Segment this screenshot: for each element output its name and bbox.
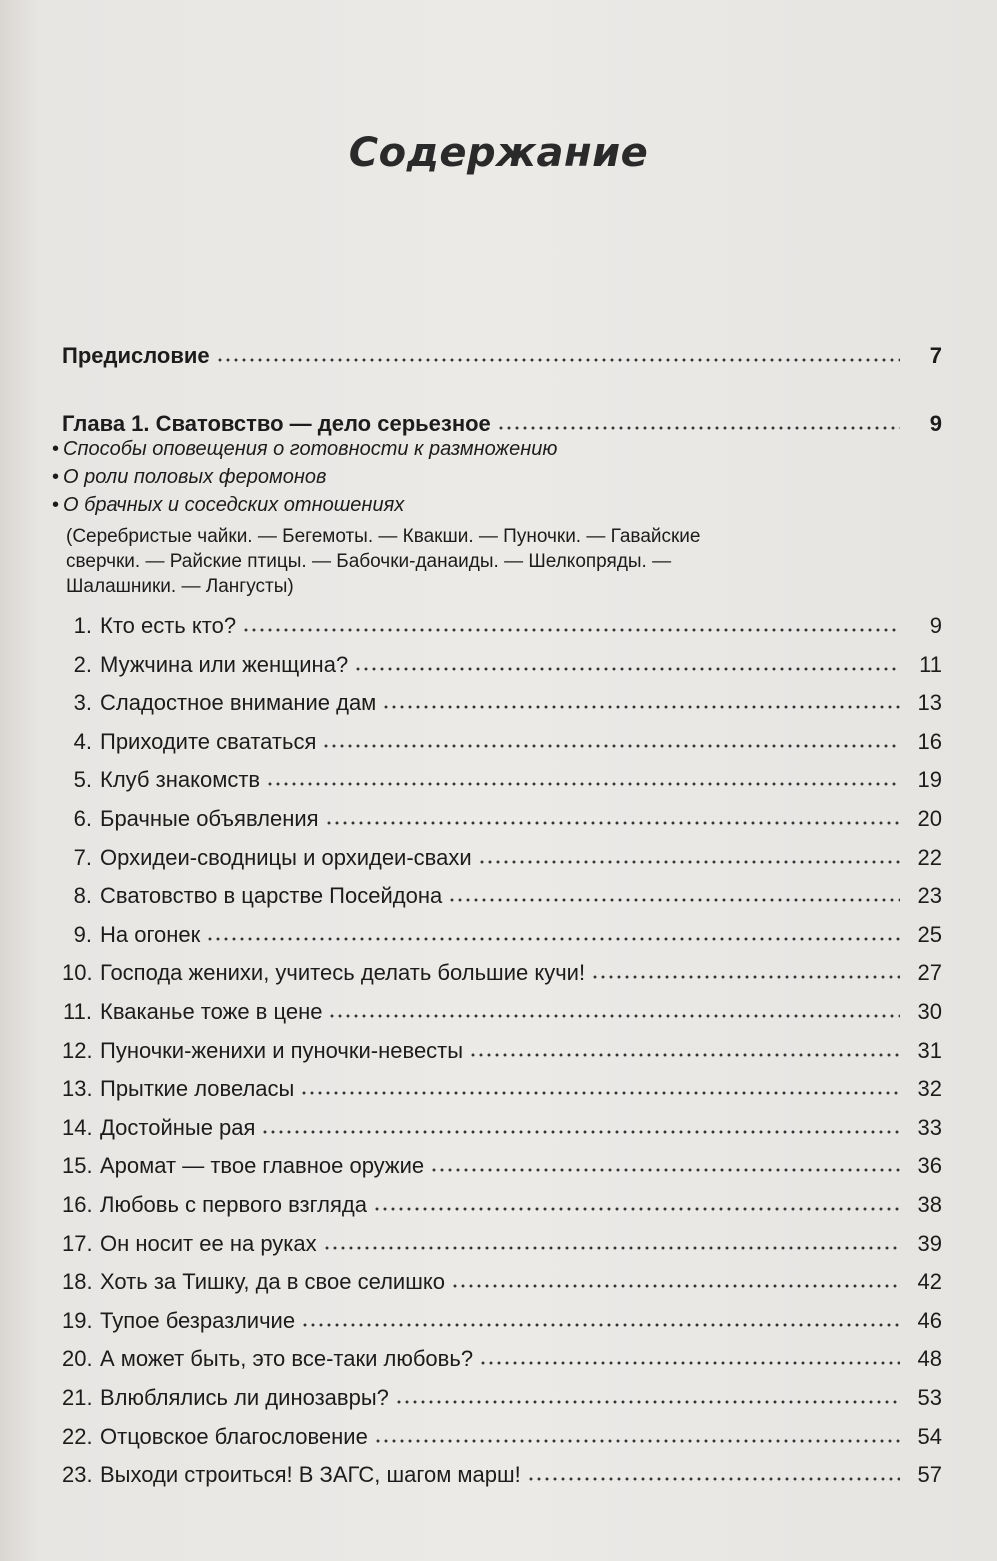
leader-dots (328, 1013, 900, 1019)
entry-page: 20 (917, 806, 942, 831)
leader-dots (354, 666, 900, 672)
entry-page: 22 (917, 845, 942, 870)
entry-page: 27 (917, 960, 942, 985)
entry-page: 9 (929, 613, 942, 638)
leader-dots (448, 897, 900, 903)
entry-title: На огонек (100, 922, 201, 947)
entry-title: Господа женихи, учитесь делать большие кучи! (100, 960, 586, 985)
leader-dots (300, 1090, 900, 1096)
entry-title: Орхидеи-сводницы и орхидеи-свахи (100, 845, 472, 870)
entry-number: 16. (62, 1192, 93, 1217)
toc-entry (62, 760, 942, 794)
entry-title: Достойные рая (100, 1115, 256, 1140)
toc-entry (62, 838, 942, 872)
toc-entry (62, 953, 942, 987)
toc-entry (62, 1146, 942, 1180)
page-title: Содержание (348, 130, 649, 176)
toc-entry (62, 645, 942, 679)
chapter-bullet: • О роли половых феромонов (52, 466, 327, 488)
toc-entry (62, 606, 942, 640)
leader-dots (242, 627, 900, 633)
entry-page: 53 (917, 1385, 942, 1410)
toc-entry (62, 876, 942, 910)
toc-entry (62, 1262, 942, 1296)
entry-title: Отцовское благословение (100, 1424, 368, 1449)
entry-page: 42 (917, 1269, 942, 1294)
entry-number: 20. (62, 1346, 93, 1371)
chapter-note: (Серебристые чайки. — Бегемоты. — Квакши. — Пуночки. — Гавайские сверчки. — Райские птицы. — Бабочки-данаиды. — Шелкопряды. — Шалашники. — Лангусты) (66, 526, 701, 597)
chapter-bullet: • О брачных и соседских отношениях (52, 494, 405, 516)
toc-entry (62, 1339, 942, 1373)
entry-page: 11 (919, 652, 942, 677)
entry-page: 54 (917, 1424, 942, 1449)
entry-title: А может быть, это все-таки любовь? (100, 1346, 474, 1371)
entry-number: 19. (62, 1308, 93, 1333)
leader-dots (469, 1052, 900, 1058)
toc-entry (62, 1069, 942, 1103)
entry-title: Хоть за Тишку, да в свое селишко (100, 1269, 445, 1294)
entry-title: Влюблялись ли динозавры? (100, 1385, 389, 1410)
entry-page: 57 (917, 1462, 942, 1487)
entry-page: 38 (917, 1192, 942, 1217)
entry-number: 9. (73, 922, 92, 947)
preface-label: Предисловие (62, 343, 210, 368)
entry-number: 18. (62, 1269, 93, 1294)
toc-entry (62, 1301, 942, 1335)
leader-dots (266, 781, 900, 787)
entry-title: Сладостное внимание дам (100, 690, 377, 715)
toc-entry (62, 1185, 942, 1219)
preface-page: 7 (929, 343, 942, 368)
toc-entry (62, 683, 942, 717)
entry-number: 7. (73, 845, 92, 870)
toc-entry (62, 1108, 942, 1142)
toc-preface (62, 336, 942, 370)
toc-entry (62, 722, 942, 756)
entry-number: 15. (62, 1153, 93, 1178)
entry-title: Пуночки-женихи и пуночки-невесты (100, 1038, 464, 1063)
entry-page: 30 (917, 999, 942, 1024)
leader-dots (527, 1476, 900, 1482)
entry-number: 4. (73, 729, 92, 754)
entry-number: 13. (62, 1076, 93, 1101)
entry-number: 21. (62, 1385, 93, 1410)
chapter-bullet: • Способы оповещения о готовности к размножению (52, 438, 558, 460)
leader-dots (451, 1283, 900, 1289)
leader-dots (216, 357, 900, 363)
entry-number: 14. (62, 1115, 93, 1140)
entry-page: 23 (917, 883, 942, 908)
leader-dots (497, 425, 900, 431)
toc-entry (62, 1031, 942, 1065)
chapter-page: 9 (929, 411, 942, 436)
entry-number: 5. (73, 767, 92, 792)
entry-number: 12. (62, 1038, 93, 1063)
toc-entry (62, 915, 942, 949)
entry-title: Тупое безразличие (100, 1308, 296, 1333)
toc-entry (62, 992, 942, 1026)
toc-entry (62, 799, 942, 833)
leader-dots (395, 1399, 900, 1405)
entry-title: Мужчина или женщина? (100, 652, 349, 677)
chapter-label: Глава 1. Сватовство — дело серьезное (62, 411, 491, 436)
entry-page: 39 (917, 1231, 942, 1256)
leader-dots (323, 1245, 900, 1251)
entry-title: Он носит ее на руках (100, 1231, 317, 1256)
leader-dots (322, 743, 900, 749)
leader-dots (261, 1129, 900, 1135)
entry-page: 33 (917, 1115, 942, 1140)
entry-page: 46 (917, 1308, 942, 1333)
leader-dots (325, 820, 900, 826)
entry-title: Сватовство в царстве Посейдона (100, 883, 443, 908)
entry-page: 32 (917, 1076, 942, 1101)
leader-dots (382, 704, 900, 710)
entry-page: 16 (917, 729, 942, 754)
entry-page: 48 (917, 1346, 942, 1371)
entry-number: 17. (62, 1231, 93, 1256)
entry-number: 22. (62, 1424, 93, 1449)
leader-dots (374, 1438, 900, 1444)
entry-title: Выходи строиться! В ЗАГС, шагом марш! (100, 1462, 521, 1487)
entry-title: Аромат — твое главное оружие (100, 1153, 425, 1178)
toc-chapter (62, 404, 942, 438)
leader-dots (479, 1360, 900, 1366)
entry-title: Брачные объявления (100, 806, 319, 831)
entry-title: Прыткие ловеласы (100, 1076, 295, 1101)
leader-dots (478, 859, 900, 865)
entry-number: 10. (62, 960, 93, 985)
toc-entry (62, 1378, 942, 1412)
leader-dots (430, 1167, 900, 1173)
entry-title: Кто есть кто? (100, 613, 237, 638)
entry-number: 1. (73, 613, 92, 638)
entry-title: Любовь с первого взгляда (100, 1192, 367, 1217)
entry-page: 25 (917, 922, 942, 947)
entry-number: 23. (62, 1462, 93, 1487)
toc-entry (62, 1224, 942, 1258)
entry-page: 19 (917, 767, 942, 792)
entry-page: 13 (917, 690, 942, 715)
entry-number: 3. (73, 690, 92, 715)
leader-dots (206, 936, 900, 942)
entry-number: 11. (63, 999, 92, 1024)
toc-entry (62, 1455, 942, 1489)
leader-dots (373, 1206, 900, 1212)
leader-dots (301, 1322, 900, 1328)
entry-title: Приходите свататься (100, 729, 317, 754)
entry-page: 36 (917, 1153, 942, 1178)
toc-entry (62, 1417, 942, 1451)
entry-page: 31 (917, 1038, 942, 1063)
entry-number: 6. (73, 806, 92, 831)
leader-dots (591, 974, 900, 980)
entry-number: 2. (73, 652, 92, 677)
entry-title: Клуб знакомств (100, 767, 261, 792)
entry-title: Кваканье тоже в цене (100, 999, 323, 1024)
entry-number: 8. (73, 883, 92, 908)
